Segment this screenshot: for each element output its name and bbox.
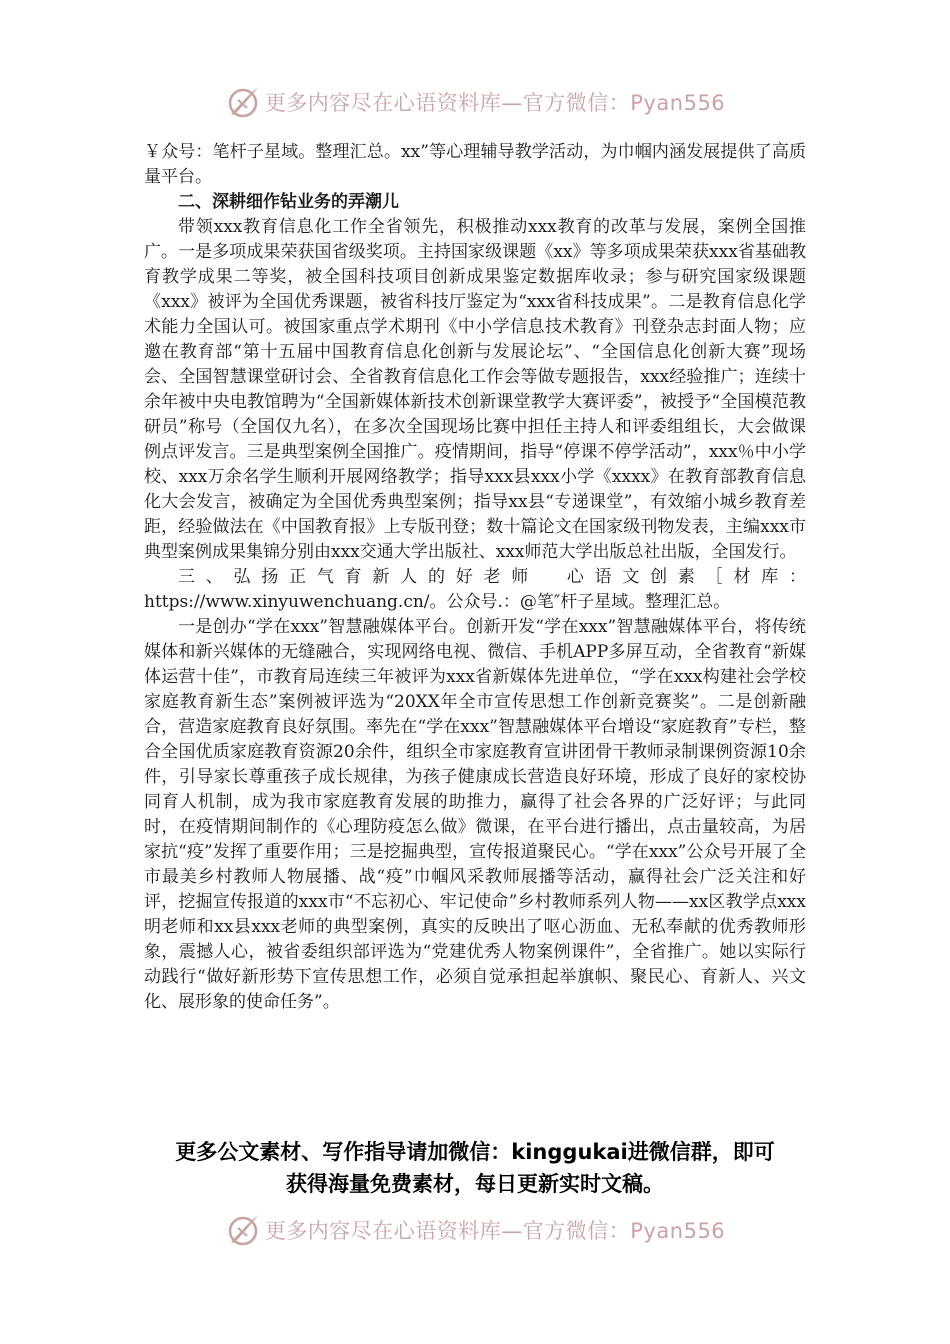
- promo-notice: [120, 1136, 830, 1200]
- quill-seal-icon: [225, 1212, 261, 1248]
- promo-line-1: 更多公文素材、写作指导请加微信：kinggukai进微信群，即可: [175, 1140, 775, 1164]
- promo-line-2: 获得海量免费素材，每日更新实时文稿。: [286, 1172, 664, 1196]
- section-heading-3: 三、弘扬正气育新人的好老师 心语文创素［材库：https://www.xinyuwenchuang.cn/。公众号.：@笔″杆子星域。整理汇总。: [144, 567, 806, 612]
- quill-seal-icon: [225, 84, 261, 120]
- paragraph-continued: ￥众号：笔杆子星域。整理汇总。xx”等心理辅导教学活动，为巾帼内涵发展提供了高质量平台。: [144, 142, 806, 187]
- header-banner: [0, 80, 950, 124]
- document-body: [144, 140, 806, 1015]
- footer-banner-text: 更多内容尽在心语资料库—官方微信：Pyan556: [264, 1219, 726, 1243]
- paragraph-section-2: 带领xxx教育信息化工作全省领先，积极推动xxx教育的改革与发展，案例全国推广。一是多项成果荣获国省级奖项。主持国家级课题《xx》等多项成果荣获xxx省基础教育教学成果二等奖，被全国科技项目创新成果鉴定数据库收录；参与研究国家级课题《xxx》被评为全国优秀课题，被省科技厅鉴定为“xxx省科技成果”。二是教育信息化学术能力全国认可。被国家重点学术期刊《中小学信息技术教育》刊登杂志封面人物；应邀在教育部“第十五届中国教育信息化创新与发展论坛”、“全国信息化创新大赛”现场会、全国智慧课堂研讨会、全省教育信息化工作会等做专题报告，xxx经验推广；连续十余年被中央电教馆聘为“全国新媒体新技术创新课堂教学大赛评委”，被授予“全国模范教研员”称号（全国仅九名），在多次全国现场比赛中担任主持人和评委组组长，大会做课例点评发言。三是典型案例全国推广。疫情期间，指导“停课不停学活动”，xxx％中小学校、xxx万余名学生顺利开展网络教学；指导xxx县xxx小学《xxxx》在教育部教育信息化大会发言，被确定为全国优秀典型案例；指导xx县“专递课堂”，有效缩小城乡教育差距，经验做法在《中国教育报》上专版刊登；数十篇论文在国家级刊物发表，主编xxx市典型案例成果集锦分别由xxx交通大学出版社、xxx师范大学出版总社出版，全国发行。: [144, 217, 806, 562]
- footer-banner: [0, 1208, 950, 1252]
- header-banner-text: 更多内容尽在心语资料库—官方微信：Pyan556: [264, 91, 726, 115]
- paragraph-section-3: 一是创办“学在xxx”智慧融媒体平台。创新开发“学在xxx”智慧融媒体平台，将传统媒体和新兴媒体的无缝融合，实现网络电视、微信、手机APP多屏互动，全省教育“新媒体运营十佳”，市教育局连续三年被评为xxx省新媒体先进单位，“学在xxx构建社会学校家庭教育新生态”案例被评选为“20XX年全市宣传思想工作创新竞赛奖”。二是创新融合，营造家庭教育良好氛围。率先在“学在xxx”智慧融媒体平台增设“家庭教育”专栏，整合全国优质家庭教育资源20余件，组织全市家庭教育宣讲团骨干教师录制课例资源10余件，引导家长尊重孩子成长规律，为孩子健康成长营造良好环境，形成了良好的家校协同育人机制，成为我市家庭教育发展的助推力，赢得了社会各界的广泛好评；与此同时，在疫情期间制作的《心理防疫怎么做》微课，在平台进行播出，点击量较高，为居家抗“疫”发挥了重要作用；三是挖掘典型，宣传报道聚民心。“学在xxx”公众号开展了全市最美乡村教师人物展播、战“疫”巾帼风采教师展播等活动，赢得社会广泛关注和好评，挖掘宣传报道的xxx市“不忘初心、牢记使命”乡村教师系列人物——xx区教学点xxx明老师和xx县xxx老师的典型案例，真实的反映出了呕心沥血、无私奉献的优秀教师形象，震撼人心，被省委组织部评选为“党建优秀人物案例课件”，全省推广。她以实际行动践行“做好新形势下宣传思想工作，必须自觉承担起举旗帜、聚民心、育新人、兴文化、展形象的使命任务”。: [144, 617, 806, 1012]
- section-heading-2: 二、深耕细作钻业务的弄潮儿: [178, 192, 399, 212]
